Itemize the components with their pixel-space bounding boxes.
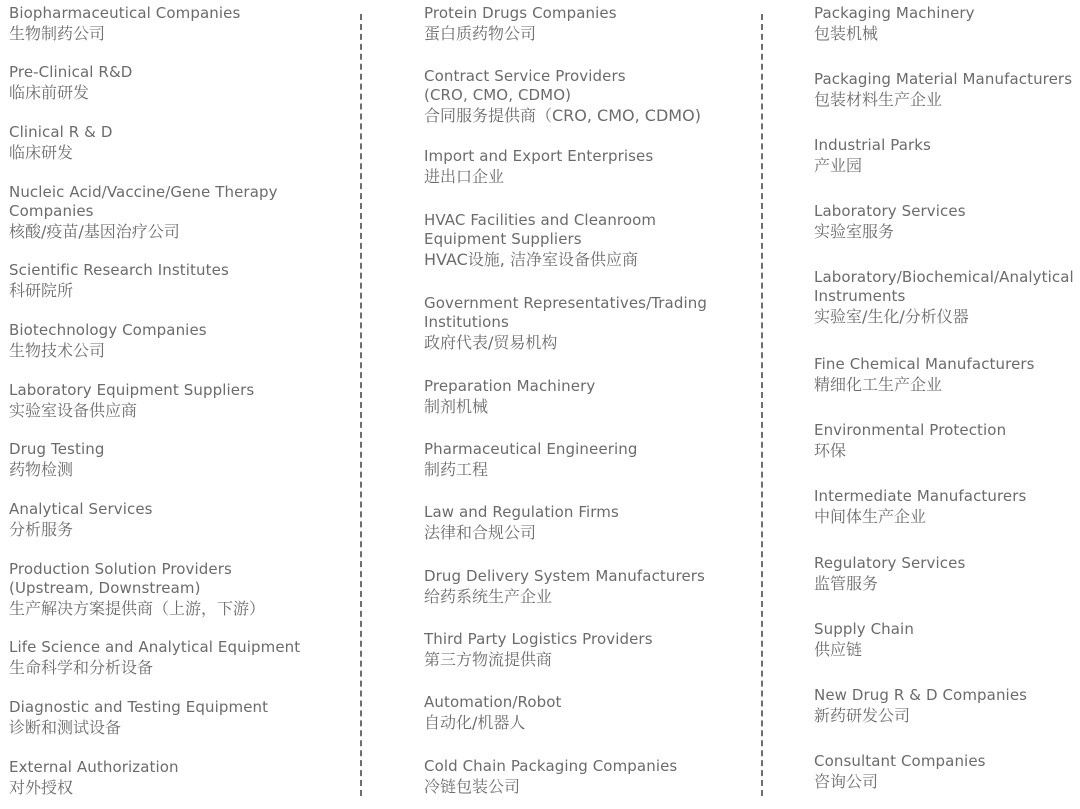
- category-chinese-label: 分析服务: [9, 520, 74, 539]
- list-item: [9, 500, 349, 540]
- category-english-label: Drug Delivery System Manufacturers: [424, 567, 705, 585]
- list-item: [814, 136, 1076, 176]
- list-item: [814, 686, 1076, 726]
- list-item: [424, 440, 744, 480]
- category-chinese-label: 第三方物流提供商: [424, 650, 553, 669]
- category-chinese-label: 生物技术公司: [9, 341, 106, 360]
- category-chinese-label: 供应链: [814, 640, 863, 659]
- list-item: [9, 183, 349, 242]
- category-english-label: Supply Chain: [814, 620, 914, 638]
- category-english-label: New Drug R & D Companies: [814, 686, 1028, 704]
- list-item: [9, 560, 349, 619]
- category-chinese-label: 生物制药公司: [9, 24, 106, 43]
- category-english-label: Life Science and Analytical Equipment: [9, 638, 301, 656]
- category-english-label: External Authorization: [9, 758, 179, 776]
- category-english-label: Automation/Robot: [424, 693, 562, 711]
- category-chinese-label: 咨询公司: [814, 772, 879, 791]
- category-english-label: Preparation Machinery: [424, 377, 596, 395]
- list-item: [814, 4, 1076, 44]
- category-english-label: Contract Service Providers (CRO, CMO, CDMO): [424, 67, 626, 104]
- category-chinese-label: 生产解决方案提供商（上游，下游）: [9, 599, 266, 618]
- category-chinese-label: 进出口企业: [424, 167, 505, 186]
- category-english-label: Consultant Companies: [814, 752, 986, 770]
- category-chinese-label: 新药研发公司: [814, 706, 911, 725]
- list-item: [814, 70, 1076, 110]
- category-chinese-label: 精细化工生产企业: [814, 375, 943, 394]
- category-chinese-label: 核酸/疫苗/基因治疗公司: [9, 222, 180, 241]
- category-chinese-label: 科研院所: [9, 281, 74, 300]
- list-item: [424, 503, 744, 543]
- list-item: [424, 567, 744, 607]
- category-english-label: Intermediate Manufacturers: [814, 487, 1027, 505]
- list-item: [9, 758, 349, 798]
- category-english-label: Import and Export Enterprises: [424, 147, 654, 165]
- list-item: [9, 261, 349, 301]
- category-chinese-label: 诊断和测试设备: [9, 718, 122, 737]
- category-english-label: Analytical Services: [9, 500, 153, 518]
- category-chinese-label: 法律和合规公司: [424, 523, 537, 542]
- category-english-label: Biopharmaceutical Companies: [9, 4, 241, 22]
- category-chinese-label: 临床前研发: [9, 83, 90, 102]
- category-chinese-label: 包装机械: [814, 24, 879, 43]
- list-item: [424, 377, 744, 417]
- category-english-label: Law and Regulation Firms: [424, 503, 619, 521]
- category-chinese-label: 包装材料生产企业: [814, 90, 943, 109]
- list-item: [424, 4, 744, 44]
- category-chinese-label: 合同服务提供商（CRO, CMO, CDMO): [424, 106, 701, 125]
- category-english-label: Scientific Research Institutes: [9, 261, 229, 279]
- category-english-label: Pharmaceutical Engineering: [424, 440, 638, 458]
- list-item: [424, 693, 744, 733]
- list-item: [814, 421, 1076, 461]
- list-item: [424, 630, 744, 670]
- list-item: [814, 202, 1076, 242]
- category-english-label: Biotechnology Companies: [9, 321, 207, 339]
- list-item: [9, 440, 349, 480]
- list-item: [424, 757, 744, 797]
- category-chinese-label: 政府代表/贸易机构: [424, 333, 558, 352]
- list-item: [9, 381, 349, 421]
- category-chinese-label: HVAC设施, 洁净室设备供应商: [424, 250, 638, 269]
- list-item: [9, 63, 349, 103]
- category-english-label: Third Party Logistics Providers: [424, 630, 653, 648]
- list-item: [814, 752, 1076, 792]
- category-english-label: Drug Testing: [9, 440, 105, 458]
- list-item: [9, 123, 349, 163]
- category-english-label: Environmental Protection: [814, 421, 1007, 439]
- category-chinese-label: 临床研发: [9, 143, 74, 162]
- category-chinese-label: 环保: [814, 441, 847, 460]
- category-english-label: Fine Chemical Manufacturers: [814, 355, 1035, 373]
- list-item: [424, 67, 744, 126]
- category-english-label: Regulatory Services: [814, 554, 966, 572]
- category-english-label: Laboratory/Biochemical/Analytical Instruments: [814, 268, 1074, 305]
- category-chinese-label: 产业园: [814, 156, 863, 175]
- category-chinese-label: 监管服务: [814, 574, 879, 593]
- list-item: [814, 355, 1076, 395]
- category-english-label: Cold Chain Packaging Companies: [424, 757, 678, 775]
- list-item: [424, 211, 744, 270]
- list-item: [9, 321, 349, 361]
- category-english-label: Packaging Material Manufacturers: [814, 70, 1073, 88]
- category-chinese-label: 药物检测: [9, 460, 74, 479]
- category-chinese-label: 中间体生产企业: [814, 507, 927, 526]
- list-item: [9, 4, 349, 44]
- column-divider: [360, 14, 362, 796]
- category-english-label: Production Solution Providers (Upstream, Downstream): [9, 560, 232, 597]
- category-chinese-label: 自动化/机器人: [424, 713, 526, 732]
- category-english-label: Nucleic Acid/Vaccine/Gene Therapy Companies: [9, 183, 278, 220]
- category-english-label: Laboratory Equipment Suppliers: [9, 381, 255, 399]
- category-english-label: Laboratory Services: [814, 202, 966, 220]
- category-chinese-label: 实验室设备供应商: [9, 401, 138, 420]
- category-english-label: Pre-Clinical R&D: [9, 63, 133, 81]
- list-item: [9, 638, 349, 678]
- category-english-label: Packaging Machinery: [814, 4, 975, 22]
- list-item: [9, 698, 349, 738]
- category-chinese-label: 冷链包装公司: [424, 777, 521, 796]
- category-english-label: HVAC Facilities and Cleanroom Equipment Suppliers: [424, 211, 657, 248]
- category-english-label: Government Representatives/Trading Institutions: [424, 294, 707, 331]
- list-item: [814, 554, 1076, 594]
- category-english-label: Industrial Parks: [814, 136, 931, 154]
- category-chinese-label: 实验室/生化/分析仪器: [814, 307, 969, 326]
- category-chinese-label: 对外授权: [9, 778, 74, 797]
- category-chinese-label: 制药工程: [424, 460, 489, 479]
- category-chinese-label: 生命科学和分析设备: [9, 658, 154, 677]
- category-chinese-label: 制剂机械: [424, 397, 489, 416]
- category-english-label: Protein Drugs Companies: [424, 4, 617, 22]
- category-chinese-label: 给药系统生产企业: [424, 587, 553, 606]
- list-item: [424, 147, 744, 187]
- list-item: [424, 294, 744, 353]
- category-chinese-label: 实验室服务: [814, 222, 895, 241]
- column-divider: [761, 14, 763, 796]
- list-item: [814, 620, 1076, 660]
- list-item: [814, 268, 1076, 327]
- category-english-label: Diagnostic and Testing Equipment: [9, 698, 269, 716]
- list-item: [814, 487, 1076, 527]
- category-english-label: Clinical R & D: [9, 123, 113, 141]
- category-chinese-label: 蛋白质药物公司: [424, 24, 537, 43]
